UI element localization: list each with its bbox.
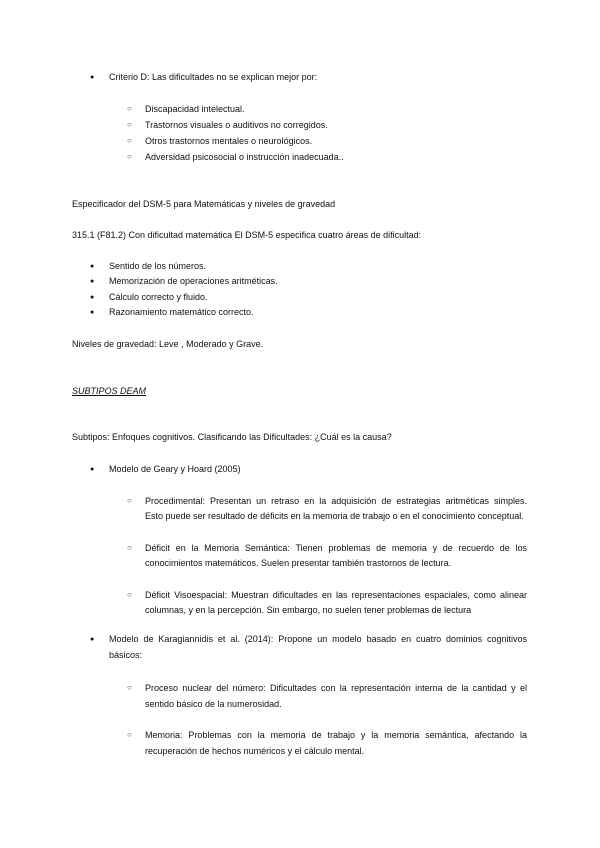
bullet-icon: ●: [90, 636, 95, 643]
circle-bullet-icon: ○: [127, 120, 132, 129]
karagiannidis-item-line: recuperación de hechos numéricos y el cálculo mental.: [145, 746, 365, 756]
geary-item-line: Déficit Visoespacial: Muestran dificultades en las representaciones espaciales, como alinear: [145, 590, 527, 600]
bullet-icon: ●: [90, 309, 95, 316]
especificador-item: Sentido de los números.: [109, 261, 207, 271]
circle-bullet-icon: ○: [127, 683, 132, 692]
geary-item-line: Déficit en la Memoria Semántica: Tienen problemas de memoria y de recuerdo de los: [145, 543, 527, 553]
circle-bullet-icon: ○: [127, 730, 132, 739]
bullet-icon: ●: [90, 74, 95, 81]
karagiannidis-line: básicos:: [109, 650, 143, 660]
criterio-d-title: Criterio D: Las dificultades no se explican mejor por:: [109, 72, 318, 82]
bullet-icon: ●: [90, 263, 95, 270]
especificador-item: Memorización de operaciones aritméticas.: [109, 276, 278, 286]
especificador-item: Razonamiento matemático correcto.: [109, 307, 254, 317]
niveles-gravedad: Niveles de gravedad: Leve , Moderado y Grave.: [72, 339, 264, 349]
geary-item-line: conocimientos matemáticos. Suelen presentar también trastornos de lectura.: [145, 558, 452, 568]
circle-bullet-icon: ○: [127, 136, 132, 145]
especificador-item: Cálculo correcto y fluido.: [109, 292, 208, 302]
circle-bullet-icon: ○: [127, 152, 132, 161]
criterio-d-item: Adversidad psicosocial o instrucción inadecuada..: [145, 152, 344, 162]
geary-item-line: Esto puede ser resultado de déficits en la memoria de trabajo o en el conocimiento conceptual.: [145, 511, 524, 521]
geary-item-line: Procedimental: Presentan un retraso en la adquisición de estrategias aritméticas simples.: [145, 496, 527, 506]
circle-bullet-icon: ○: [127, 543, 132, 552]
subtipos-intro: Subtipos: Enfoques cognitivos. Clasificando las Dificultades: ¿Cuál es la causa?: [72, 432, 392, 442]
especificador-intro: 315.1 (F81.2) Con dificultad matemática El DSM-5 especifica cuatro áreas de dificultad:: [72, 230, 422, 240]
bullet-icon: ●: [90, 278, 95, 285]
karagiannidis-item-line: Memoria: Problemas con la memoria de trabajo y la memoria semántica, afectando la: [145, 730, 527, 740]
circle-bullet-icon: ○: [127, 590, 132, 599]
subtipos-heading: SUBTIPOS DEAM: [72, 386, 147, 396]
criterio-d-item: Otros trastornos mentales o neurológicos.: [145, 136, 313, 146]
geary-title: Modelo de Geary y Hoard (2005): [109, 464, 241, 474]
bullet-icon: ●: [90, 466, 95, 473]
karagiannidis-item-line: sentido básico de la numerosidad.: [145, 699, 282, 709]
karagiannidis-line: Modelo de Karagiannidis et al. (2014): Propone un modelo basado en cuatro dominios cognitivos: [109, 634, 527, 644]
circle-bullet-icon: ○: [127, 104, 132, 113]
criterio-d-item: Discapacidad intelectual.: [145, 104, 245, 114]
criterio-d-item: Trastornos visuales o auditivos no corregidos.: [145, 120, 328, 130]
circle-bullet-icon: ○: [127, 496, 132, 505]
bullet-icon: ●: [90, 294, 95, 301]
karagiannidis-item-line: Proceso nuclear del número: Dificultades con la representación interna de la cantidad y el: [145, 683, 527, 693]
especificador-heading: Especificador del DSM-5 para Matemáticas y niveles de gravedad: [72, 199, 336, 209]
geary-item-line: columnas, y en la percepción. Sin embargo, no suelen tener problemas de lectura: [145, 605, 472, 615]
